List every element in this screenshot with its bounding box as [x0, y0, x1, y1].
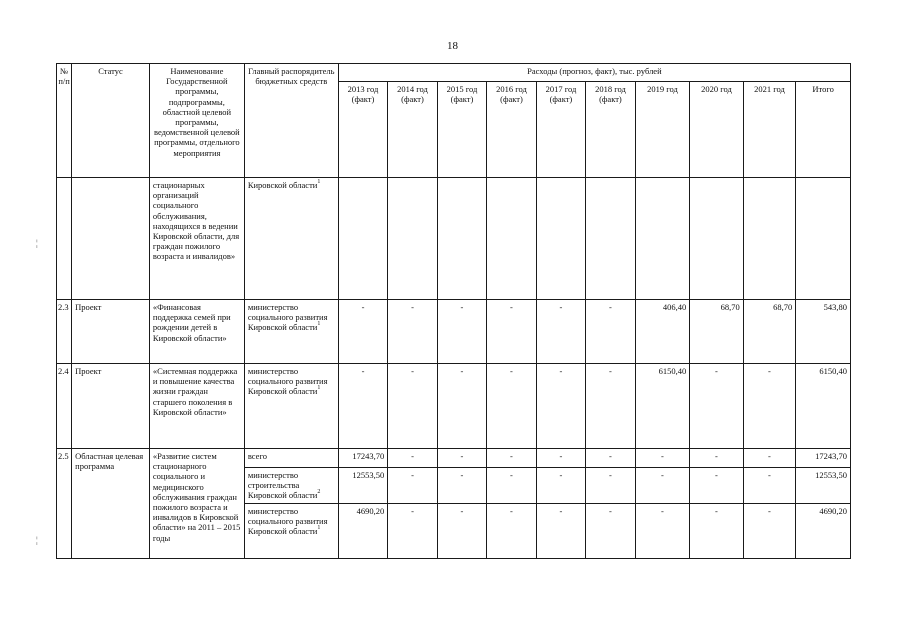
row-status: Проект — [72, 364, 150, 449]
header-expenses: Расходы (прогноз, факт), тыс. рублей — [338, 64, 850, 82]
total-cell: 6150,40 — [796, 364, 851, 449]
value-cell: 6150,40 — [635, 364, 690, 449]
value-cell — [586, 178, 635, 300]
value-cell: - — [536, 449, 585, 468]
value-cell: - — [743, 449, 796, 468]
header-year: 2019 год — [635, 82, 690, 178]
value-cell: - — [536, 468, 585, 504]
total-cell: 543,80 — [796, 300, 851, 364]
distributor-text: министерство строительства Кировской области — [247, 470, 318, 501]
row-status: Областная целевая программа — [72, 449, 150, 559]
value-cell: - — [487, 364, 536, 449]
header-distributor: Главный распорядитель бюджетных средств — [244, 64, 338, 178]
distributor-text: министерство социального развития Кировской области — [247, 302, 328, 333]
header-year: 2020 год — [690, 82, 744, 178]
header-total: Итого — [796, 82, 851, 178]
value-cell — [743, 178, 796, 300]
page-number: 18 — [447, 40, 458, 52]
value-cell — [635, 178, 690, 300]
header-year: 2017 год (факт) — [536, 82, 585, 178]
footnote-mark: 2 — [317, 489, 321, 496]
value-cell: - — [388, 503, 437, 558]
value-cell — [796, 178, 851, 300]
footnote-mark: 1 — [317, 179, 321, 185]
header-year: 2013 год (факт) — [338, 82, 387, 178]
row-distributor — [244, 468, 338, 504]
header-status: Статус — [72, 64, 150, 178]
total-cell: 17243,70 — [796, 449, 851, 468]
value-cell: - — [586, 503, 635, 558]
value-cell — [536, 178, 585, 300]
value-cell: - — [743, 364, 796, 449]
row-status: Проект — [72, 300, 150, 364]
value-cell: - — [487, 503, 536, 558]
distributor-text: министерство социального развития Кировской области — [247, 505, 328, 536]
distributor-text: Кировской области — [247, 180, 318, 190]
table-row — [57, 178, 851, 300]
value-cell: - — [586, 449, 635, 468]
header-num: № п/п — [57, 64, 72, 178]
value-cell — [338, 178, 387, 300]
value-cell: - — [388, 468, 437, 504]
value-cell: - — [536, 364, 585, 449]
value-cell: - — [743, 468, 796, 504]
header-year: 2018 год (факт) — [586, 82, 635, 178]
table-row — [57, 364, 851, 449]
header-name: Наименование Государственной программы, подпрограммы, областной целевой программы, ведомственной целевой программы, отдельного мероприятия — [149, 64, 244, 178]
row-num: 2.5 — [57, 449, 72, 559]
total-cell: 4690,20 — [796, 503, 851, 558]
header-year: 2015 год (факт) — [437, 82, 486, 178]
value-cell: - — [690, 449, 744, 468]
value-cell: - — [536, 503, 585, 558]
value-cell: - — [690, 468, 744, 504]
value-cell — [388, 178, 437, 300]
value-cell: - — [690, 364, 744, 449]
row-name: «Развитие систем стационарного социального и медицинского обслуживания граждан пожилого возраста и инвалидов в Кировской области» на 2011 – 2015 годы — [149, 449, 244, 559]
footnote-mark: 1 — [317, 524, 321, 531]
value-cell: - — [437, 300, 486, 364]
row-distributor: всего — [244, 449, 338, 468]
row-num: 2.3 — [57, 300, 72, 364]
value-cell — [487, 178, 536, 300]
value-cell: - — [635, 449, 690, 468]
row-name: «Финансовая поддержка семей при рождении детей в Кировской области» — [149, 300, 244, 364]
value-cell: - — [437, 449, 486, 468]
value-cell: - — [635, 468, 690, 504]
row-distributor — [244, 178, 338, 300]
value-cell — [437, 178, 486, 300]
value-cell: - — [437, 468, 486, 504]
row-name: «Системная поддержка и повышение качества жизни граждан старшего поколения в Кировской области» — [149, 364, 244, 449]
distributor-text: министерство социального развития Кировской области — [247, 366, 328, 397]
value-cell: 406,40 — [635, 300, 690, 364]
value-cell: - — [437, 503, 486, 558]
header-row — [57, 64, 851, 82]
value-cell: - — [586, 300, 635, 364]
row-distributor — [244, 503, 338, 558]
margin-mark: ¦ — [36, 238, 38, 248]
margin-mark: ¦ — [36, 535, 38, 545]
table-row — [57, 449, 851, 468]
row-distributor — [244, 300, 338, 364]
value-cell: - — [388, 449, 437, 468]
value-cell: - — [743, 503, 796, 558]
header-year: 2021 год — [743, 82, 796, 178]
value-cell: - — [487, 468, 536, 504]
value-cell: - — [338, 364, 387, 449]
row-distributor — [244, 364, 338, 449]
value-cell: 17243,70 — [338, 449, 387, 468]
header-year: 2016 год (факт) — [487, 82, 536, 178]
value-cell: - — [586, 468, 635, 504]
footnote-mark: 1 — [317, 321, 321, 328]
total-cell: 12553,50 — [796, 468, 851, 504]
value-cell: - — [586, 364, 635, 449]
value-cell — [690, 178, 744, 300]
value-cell: 68,70 — [743, 300, 796, 364]
table-row — [57, 300, 851, 364]
value-cell: - — [536, 300, 585, 364]
footnote-mark: 1 — [317, 385, 321, 392]
value-cell: - — [690, 503, 744, 558]
value-cell: - — [437, 364, 486, 449]
value-cell: 68,70 — [690, 300, 744, 364]
value-cell: 4690,20 — [338, 503, 387, 558]
row-status — [72, 178, 150, 300]
value-cell: - — [487, 300, 536, 364]
value-cell: - — [388, 300, 437, 364]
value-cell: - — [388, 364, 437, 449]
row-name: стационарных организаций социального обслуживания, находящихся в ведении Кировской области, для граждан пожилого возраста и инвалидов» — [149, 178, 244, 300]
value-cell: - — [487, 449, 536, 468]
row-num — [57, 178, 72, 300]
value-cell: - — [338, 300, 387, 364]
value-cell: 12553,50 — [338, 468, 387, 504]
value-cell: - — [635, 503, 690, 558]
budget-table — [56, 63, 851, 559]
row-num: 2.4 — [57, 364, 72, 449]
header-year: 2014 год (факт) — [388, 82, 437, 178]
